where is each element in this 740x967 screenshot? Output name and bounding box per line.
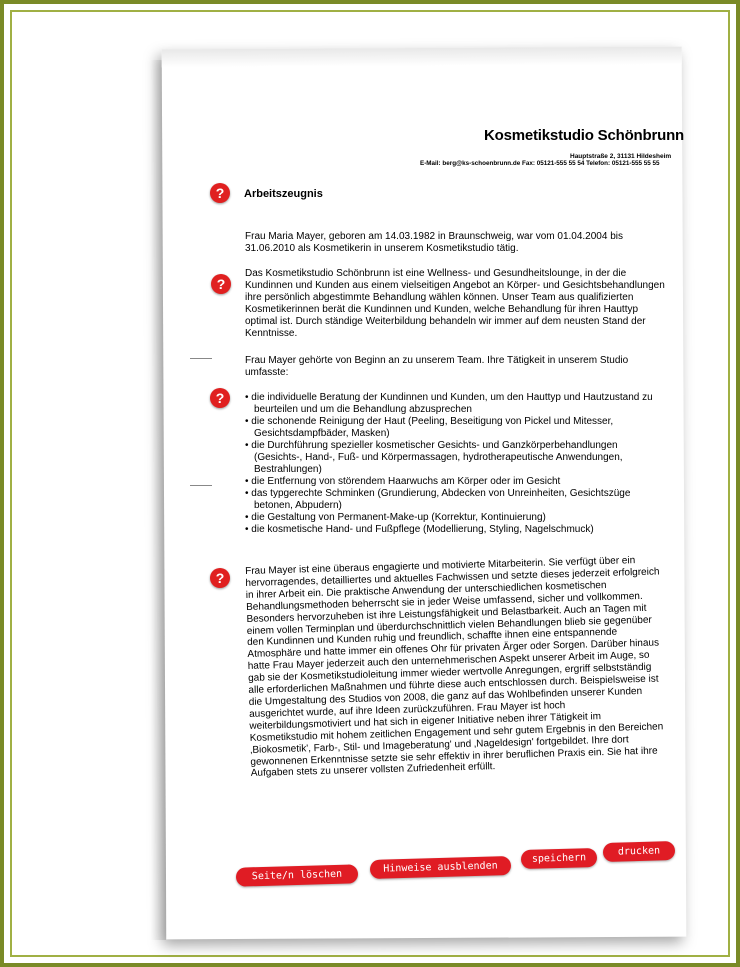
paragraph-company: Das Kosmetikstudio Schönbrunn ist eine Wellness- und Gesundheitslounge, in der die Kundinnen und Kunden aus einem vielseitigen Angebot an Körper- und Gesichtsbehandlungen ihre persönlich abgestimmte Behandlung wählen können. Unser Team aus qualifizierten Kosmetikerinnen berät die Kundinnen und Kunden, welche Behandlung für ihren Hauttyp optimal ist. Durch ständige Weiterbildung behandeln wir immer auf dem neusten Stand der Kenntnisse. xyxy=(245,268,665,339)
help-icon[interactable]: ? xyxy=(211,274,231,294)
list-item: • die schonende Reinigung der Haut (Peeling, Beseitigung von Pickel und Mitesser, Gesichtsdampfbäder, Masken) xyxy=(245,416,665,440)
company-contact: E-Mail: berg@ks-schoenbrunn.de Fax: 05121-555 55 54 Telefon: 05121-555 55 55 xyxy=(420,160,660,167)
company-address: Hauptstraße 2, 31131 Hildesheim xyxy=(570,153,672,160)
help-icon[interactable]: ? xyxy=(210,568,230,588)
list-item: • die kosmetische Hand- und Fußpflege (Modellierung, Styling, Nagelschmuck) xyxy=(245,524,665,536)
list-item: • die Entfernung von störendem Haarwuchs am Körper oder im Gesicht xyxy=(245,476,665,488)
print-button[interactable]: drucken xyxy=(603,841,676,862)
paragraph-evaluation: Frau Mayer ist eine überaus engagierte und motivierte Mitarbeiterin. Sie verfügt über ein hervorragendes, detailliertes und aktuelles Fachwissen und setzte dieses jederzeit erfolgreich in ihrer Arbeit ein. Die praktische Anwendung der unterschiedlichen kosmetischen Behandlungsmethoden beherrscht sie in jeder Weise umfassend, sicher und vollkommen. Besonders hervorzuheben ist ihre Leistungsfähigkeit und Belastbarkeit. Auch an Tagen mit einem vollen Terminplan und überdurchschnittlich vielen Behandlungen blieb sie gegenüber den Kundinnen und Kunden ruhig und freundlich, schaffte ihnen eine entspannende Atmosphäre und hatte immer ein offenes Ohr für privaten Ärger oder Sorgen. Darüber hinaus hatte Frau Mayer jederzeit auch den unternehmerischen Aspekt unserer Arbeit im Auge, so gab sie der Kosmetikstudioleitung immer wieder wertvolle Anregungen, ergriff selbstständig alle erforderlichen Maßnahmen und führte diese auch entschlossen durch. Beispielsweise ist die Umgestaltung des Studios von 2008, die ganz auf das Wohlbefinden unserer Kunden ausgerichtet wurde, auf ihre Ideen zurückzuführen. Frau Mayer ist hoch weiterbildungsmotiviert und hat sich in eigener Initiative neben ihrer Tätigkeit im Kosmetikstudio mit hohem zeitlichen Engagement und sehr gutem Ergebnis in den Bereichen ‚Biokosmetik', Farb-, Stil- und Imageberatung' und ‚Nageldesign' fortgebildet. Ihre dort gewonnenen Erkenntnisse setzte sie sehr effektiv in ihrer beruflichen Praxis ein. Sie hat ihre Aufgaben stets zu unserer vollsten Zufriedenheit erfüllt. xyxy=(245,555,664,780)
help-icon[interactable]: ? xyxy=(210,388,230,408)
paragraph-tasks-intro: Frau Mayer gehörte von Beginn an zu unserem Team. Ihre Tätigkeit in unserem Studio umfasste: xyxy=(245,355,629,378)
punch-mark xyxy=(190,485,212,486)
delete-pages-button[interactable]: Seite/n löschen xyxy=(236,864,358,886)
list-item: • die individuelle Beratung der Kundinnen und Kunden, um den Hauttyp und Hautzustand zu beurteilen und um die Behandlung abzusprechen xyxy=(245,392,665,416)
task-list xyxy=(245,392,665,536)
list-item: • das typgerechte Schminken (Grundierung, Abdecken von Unreinheiten, Gesichtszüge betonen, Abpudern) xyxy=(245,488,665,512)
save-button[interactable]: speichern xyxy=(521,848,598,869)
list-item: • die Durchführung spezieller kosmetischer Gesichts- und Ganzkörperbehandlungen (Gesichts-, Hand-, Fuß- und Körpermassagen, hydrotherapeutische Anwendungen, Bestrahlungen) xyxy=(245,440,665,476)
hide-hints-button[interactable]: Hinweise ausblenden xyxy=(370,856,511,879)
help-icon[interactable]: ? xyxy=(210,183,230,203)
document-title: Arbeitszeugnis xyxy=(244,188,323,200)
list-item: • die Gestaltung von Permanent-Make-up (Korrektur, Kontinuierung) xyxy=(245,512,665,524)
paragraph-intro: Frau Maria Mayer, geboren am 14.03.1982 in Braunschweig, war vom 01.04.2004 bis 31.06.2010 als Kosmetikerin in unserem Kosmetikstudio tätig. xyxy=(245,231,623,254)
company-name: Kosmetikstudio Schönbrunn xyxy=(484,127,685,144)
fold-mark xyxy=(190,358,212,359)
